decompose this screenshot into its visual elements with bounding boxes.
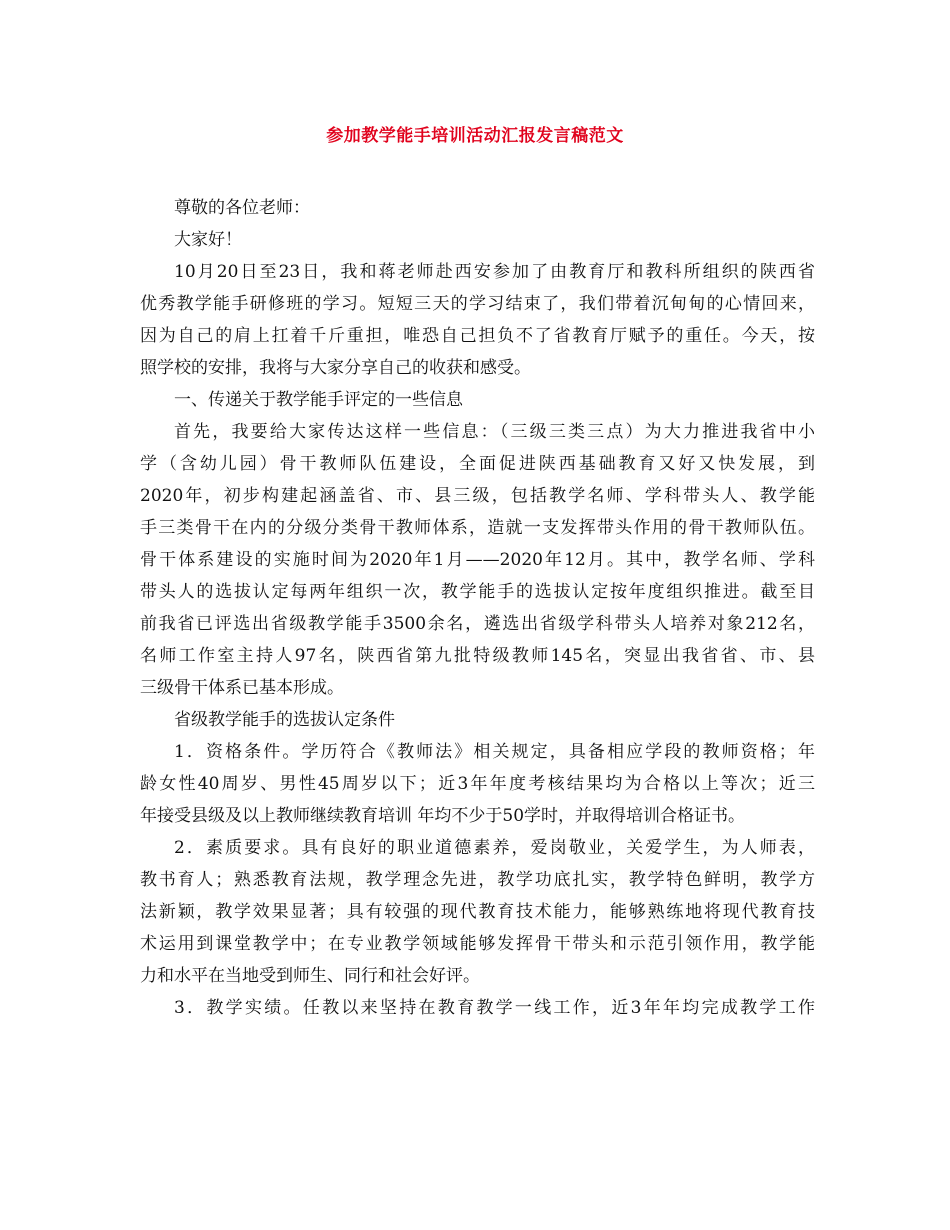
text-line: 优秀教学能手研修班的学习。短短三天的学习结束了，我们带着沉甸甸的心情回来， [140,294,815,314]
text-line: 前我省已评选出省级教学能手3500余名，遴选出省级学科带头人培养对象212名， [140,614,815,634]
text-line: 学（含幼儿园）骨干教师队伍建设，全面促进陕西基础教育又好又快发展，到 [140,454,815,474]
text-line: 1．资格条件。学历符合《教师法》相关规定，具备相应学段的教师资格；年 [174,742,815,762]
text-line: 术运用到课堂教学中；在专业教学领域能够发挥骨干带头和示范引领作用，教学能 [140,934,815,954]
text-line: 照学校的安排，我将与大家分享自己的收获和感受。 [140,358,531,378]
text-line: 省级教学能手的选拔认定条件 [174,710,395,730]
text-line: 10月20日至23日，我和蒋老师赴西安参加了由教育厅和教科所组织的陕西省 [174,262,815,282]
text-line: 3．教学实绩。任教以来坚持在教育教学一线工作，近3年年均完成教学工作 [174,998,815,1018]
text-line: 教书育人；熟悉教育法规，教学理念先进，教学功底扎实，教学特色鲜明，教学方 [140,870,815,890]
text-line: 2．素质要求。具有良好的职业道德素养，爱岗敬业，关爱学生，为人师表， [174,838,815,858]
document-body [140,192,815,1024]
text-line: 因为自己的肩上扛着千斤重担，唯恐自己担负不了省教育厅赋予的重任。今天，按 [140,326,815,346]
text-line: 名师工作室主持人97名，陕西省第九批特级教师145名，突显出我省省、市、县 [140,646,815,666]
text-line: 尊敬的各位老师： [174,198,310,218]
text-line: 龄女性40周岁、男性45周岁以下；近3年年度考核结果均为合格以上等次；近三 [140,774,815,794]
text-line: 法新颖，教学效果显著；具有较强的现代教育技术能力，能够熟练地将现代教育技 [140,902,815,922]
text-line: 带头人的选拔认定每两年组织一次，教学能手的选拔认定按年度组织推进。截至目 [140,582,815,602]
text-line: 首先，我要给大家传达这样一些信息：（三级三类三点）为大力推进我省中小 [174,422,815,442]
text-line: 年接受县级及以上教师继续教育培训 年均不少于50学时，并取得培训合格证书。 [140,806,746,826]
text-line: 力和水平在当地受到师生、同行和社会好评。 [140,966,480,986]
document-title: 参加教学能手培训活动汇报发言稿范文 [326,126,624,146]
text-line: 一、传递关于教学能手评定的一些信息 [174,390,463,410]
text-line: 2020年，初步构建起涵盖省、市、县三级，包括教学名师、学科带头人、教学能 [140,486,815,506]
text-line: 大家好！ [174,230,242,250]
text-line: 三级骨干体系已基本形成。 [140,678,344,698]
text-line: 骨干体系建设的实施时间为2020年1月——2020年12月。其中，教学名师、学科 [140,550,815,570]
text-line: 手三类骨干在内的分级分类骨干教师体系，造就一支发挥带头作用的骨干教师队伍。 [140,518,815,538]
